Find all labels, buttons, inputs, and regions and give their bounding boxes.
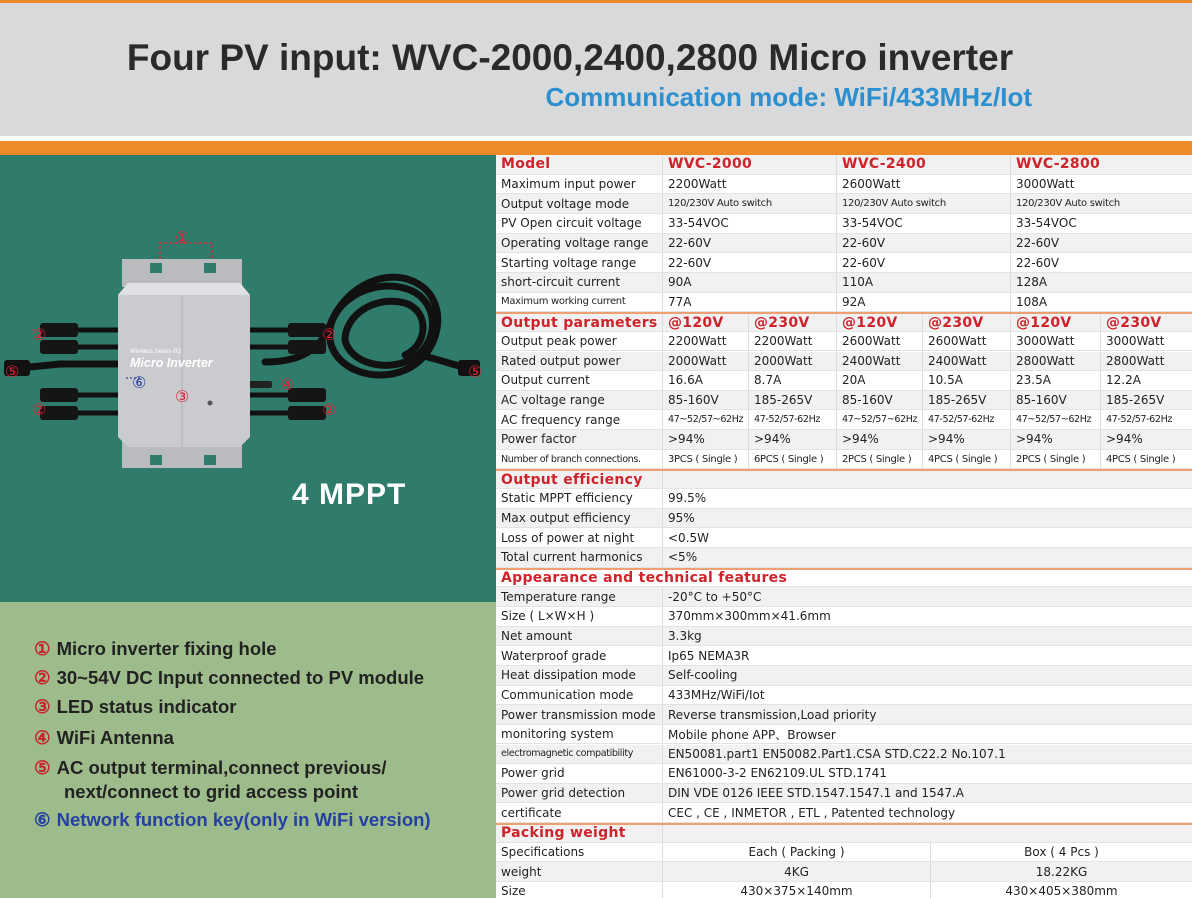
spec-value: 22-60V [836, 234, 1010, 253]
spec-label: Power grid [501, 766, 565, 781]
legend-item-1 [34, 637, 277, 661]
spec-value: 90A [662, 273, 836, 292]
efficiency-header-row [496, 469, 1192, 489]
legend-item-5-cont [64, 780, 358, 804]
spec-label: Loss of power at night [501, 530, 635, 545]
spec-row [496, 548, 1192, 568]
spec-row [496, 725, 1192, 745]
legend-text: AC output terminal,connect previous/ [56, 757, 387, 778]
legend-text: WiFi Antenna [56, 727, 174, 748]
spec-value: >94% [748, 430, 836, 449]
spec-label: PV Open circuit voltage [501, 216, 642, 231]
spec-value: 2200Watt [748, 332, 836, 351]
spec-value: 3.3kg [662, 627, 1192, 646]
legend-number: ⑥ [34, 809, 51, 830]
spec-value: Ip65 NEMA3R [662, 646, 1192, 665]
spec-row [496, 764, 1192, 784]
legend-text: Micro inverter fixing hole [56, 638, 277, 659]
spec-value: 4KG [662, 862, 930, 881]
spec-value: Box ( 4 Pcs ) [930, 843, 1192, 862]
spec-value: 4PCS ( Single ) [1100, 450, 1192, 469]
spec-value: 95% [662, 509, 1192, 528]
spec-label: Output current [501, 373, 590, 388]
spec-label: Size [501, 884, 526, 898]
spec-value [662, 471, 1192, 488]
spec-label: Heat dissipation mode [501, 668, 636, 683]
spec-value: 120/230V Auto switch [1010, 194, 1192, 213]
legend-number: ⑤ [34, 757, 51, 778]
spec-label: certificate [501, 805, 562, 820]
spec-row [496, 509, 1192, 529]
spec-row [496, 784, 1192, 804]
spec-label: Specifications [501, 845, 585, 860]
spec-value: Each ( Packing ) [662, 843, 930, 862]
marker-2-right-top: ② [322, 325, 337, 344]
legend-number: ③ [34, 696, 51, 717]
spec-value: 2600Watt [836, 332, 922, 351]
spec-value: 185-265V [748, 391, 836, 410]
spec-value: 185-265V [922, 391, 1010, 410]
spec-label: Total current harmonics [501, 550, 643, 565]
spec-value: 120/230V Auto switch [662, 194, 836, 213]
legend-text: LED status indicator [56, 696, 237, 717]
spec-label: Max output efficiency [501, 511, 631, 525]
spec-label: Temperature range [501, 589, 616, 604]
spec-value: 47~52/57~62Hz [1010, 410, 1100, 429]
spec-value: 77A [662, 293, 836, 312]
spec-value: 2600Watt [922, 332, 1010, 351]
spec-row [496, 489, 1192, 509]
legend-item-6 [34, 808, 431, 832]
spec-value: 22-60V [836, 253, 1010, 272]
output-header-row [496, 312, 1192, 332]
spec-value: 2800Watt [1100, 352, 1192, 371]
spec-value: 16.6A [662, 371, 748, 390]
spec-value: 2PCS ( Single ) [836, 450, 922, 469]
spec-value: @120V [1010, 314, 1100, 331]
spec-row [496, 332, 1192, 352]
spec-row [496, 175, 1192, 195]
spec-value: 2200Watt [662, 332, 748, 351]
marker-1: ① [175, 228, 190, 247]
spec-row [496, 862, 1192, 882]
spec-value: WVC-2400 [836, 155, 1010, 174]
spec-value: 47~52/57~62Hz [662, 410, 748, 429]
spec-row [496, 882, 1192, 898]
spec-value: >94% [662, 430, 748, 449]
spec-label: AC frequency range [501, 412, 621, 427]
spec-value: Mobile phone APP、Browser [662, 725, 1192, 744]
legend-item-4 [34, 726, 174, 750]
spec-value: 6PCS ( Single ) [748, 450, 836, 469]
spec-value: 85-160V [662, 391, 748, 410]
spec-value: 47-52/57-62Hz [922, 410, 1010, 429]
legend-text: 30~54V DC Input connected to PV module [56, 667, 425, 688]
spec-value: 430×375×140mm [662, 882, 930, 898]
spec-value: CEC , CE , INMETOR , ETL , Patented technology [662, 803, 1192, 822]
spec-value: @230V [922, 314, 1010, 331]
spec-value: 120/230V Auto switch [836, 194, 1010, 213]
orange-divider [0, 141, 1192, 155]
spec-value: 108A [1010, 293, 1192, 312]
spec-row [496, 234, 1192, 254]
header-band [0, 3, 1192, 136]
spec-value: 2PCS ( Single ) [1010, 450, 1100, 469]
spec-label: Rated output power [501, 353, 621, 368]
legend-item-2 [34, 666, 424, 690]
spec-value: Reverse transmission,Load priority [662, 705, 1192, 724]
marker-5-right: ⑤ [468, 362, 483, 381]
spec-value: 2600Watt [836, 175, 1010, 194]
spec-value: 128A [1010, 273, 1192, 292]
spec-value: 2400Watt [922, 352, 1010, 371]
spec-label: Output parameters [501, 314, 658, 331]
spec-label: Communication mode [501, 687, 634, 702]
spec-row [496, 214, 1192, 234]
spec-value: 47-52/57-62Hz [1100, 410, 1192, 429]
spec-value: 33-54VOC [1010, 214, 1192, 233]
spec-row [496, 803, 1192, 823]
spec-row [496, 686, 1192, 706]
marker-2-left-top: ② [32, 325, 47, 344]
marker-4: ④ [280, 375, 295, 394]
spec-row [496, 666, 1192, 686]
spec-row [496, 371, 1192, 391]
legend-number: ② [34, 667, 51, 688]
spec-label: weight [501, 864, 542, 879]
spec-row [496, 627, 1192, 647]
spec-label: short-circuit current [501, 275, 621, 290]
spec-label: Power transmission mode [501, 707, 656, 722]
spec-value: >94% [1010, 430, 1100, 449]
spec-value: 2400Watt [836, 352, 922, 371]
spec-value: 3000Watt [1010, 175, 1192, 194]
spec-label: Static MPPT efficiency [501, 491, 633, 506]
spec-label: Net amount [501, 628, 573, 643]
spec-row [496, 607, 1192, 627]
spec-value: >94% [1100, 430, 1192, 449]
spec-label: monitoring system [501, 727, 614, 742]
spec-value: 4PCS ( Single ) [922, 450, 1010, 469]
spec-value: >94% [922, 430, 1010, 449]
product-photo-panel [0, 155, 496, 602]
spec-value: 2200Watt [662, 175, 836, 194]
spec-label: electromagnetic compatibility [501, 748, 633, 760]
spec-value: <0.5W [662, 528, 1192, 547]
spec-label: Starting voltage range [501, 255, 637, 270]
spec-value: 430×405×380mm [930, 882, 1192, 898]
marker-3: ③ [175, 387, 190, 406]
spec-value: @120V [662, 314, 748, 331]
spec-value: 23.5A [1010, 371, 1100, 390]
spec-row [496, 430, 1192, 450]
spec-value: 3PCS ( Single ) [662, 450, 748, 469]
spec-row [496, 450, 1192, 470]
spec-label: Power grid detection [501, 786, 626, 801]
spec-value: EN50081.part1 EN50082.Part1.CSA STD.C22.2 No.107.1 [662, 745, 1192, 764]
spec-value: 8.7A [748, 371, 836, 390]
legend-text: next/connect to grid access point [64, 781, 359, 802]
spec-row [496, 194, 1192, 214]
spec-value: 18.22KG [930, 862, 1192, 881]
spec-label: Output voltage mode [501, 196, 630, 211]
spec-row [496, 843, 1192, 863]
spec-label: Output peak power [501, 334, 617, 349]
spec-row [496, 293, 1192, 313]
spec-label: Number of branch connections. [501, 453, 641, 465]
spec-value: >94% [836, 430, 922, 449]
spec-label: Maximum input power [501, 176, 636, 191]
legend-item-5 [34, 756, 387, 780]
legend-number: ④ [34, 727, 51, 748]
spec-value: 12.2A [1100, 371, 1192, 390]
marker-2-left-bottom: ② [32, 400, 47, 419]
device-series-label: Wireless Series-R2 [130, 349, 182, 355]
spec-label: Packing weight [501, 825, 626, 842]
spec-label: AC voltage range [501, 393, 605, 408]
legend-text: Network function key(only in WiFi version) [56, 809, 431, 830]
spec-value: 2000Watt [748, 352, 836, 371]
spec-value: 370mm×300mm×41.6mm [662, 607, 1192, 626]
spec-value: 33-54VOC [662, 214, 836, 233]
spec-value: WVC-2000 [662, 155, 836, 174]
spec-row [496, 253, 1192, 273]
spec-value: 22-60V [662, 253, 836, 272]
spec-row [496, 410, 1192, 430]
spec-value: 433MHz/WiFi/Iot [662, 686, 1192, 705]
marker-5-left: ⑤ [5, 362, 20, 381]
spec-value: DIN VDE 0126 IEEE STD.1547.1547.1 and 1547.A [662, 784, 1192, 803]
spec-row [496, 352, 1192, 372]
spec-label: Size ( L×W×H ) [501, 609, 595, 624]
spec-table [496, 155, 1192, 898]
appearance-header-row [496, 568, 1192, 588]
spec-value: @230V [1100, 314, 1192, 331]
spec-value: 10.5A [922, 371, 1010, 390]
spec-row [496, 273, 1192, 293]
spec-label: Waterproof grade [501, 648, 607, 663]
spec-value: 85-160V [1010, 391, 1100, 410]
spec-row [496, 528, 1192, 548]
spec-label: Appearance and technical features [501, 569, 788, 586]
spec-label: Output efficiency [501, 471, 643, 488]
model-header-row [496, 155, 1192, 175]
spec-value: -20°C to +50°C [662, 587, 1192, 606]
legend-number: ① [34, 638, 51, 659]
spec-label: Maximum working current [501, 296, 626, 308]
spec-value: 185-265V [1100, 391, 1192, 410]
device-brand-label: Micro Inverter [130, 356, 213, 370]
spec-row [496, 646, 1192, 666]
spec-value: <5% [662, 548, 1192, 567]
spec-value: 20A [836, 371, 922, 390]
spec-row [496, 391, 1192, 411]
spec-value: 92A [836, 293, 1010, 312]
spec-value: 22-60V [1010, 253, 1192, 272]
spec-value: 3000Watt [1010, 332, 1100, 351]
spec-value: 47-52/57-62Hz [748, 410, 836, 429]
spec-label: Power factor [501, 432, 577, 447]
marker-6: ⑥ [132, 373, 147, 392]
spec-value [662, 825, 1192, 842]
spec-value: 3000Watt [1100, 332, 1192, 351]
spec-value: 110A [836, 273, 1010, 292]
spec-row [496, 705, 1192, 725]
page-subtitle: Communication mode: WiFi/433MHz/Iot [545, 82, 1032, 112]
page-title: Four PV input: WVC-2000,2400,2800 Micro inverter [126, 37, 1014, 78]
spec-value: Self-cooling [662, 666, 1192, 685]
spec-value: 22-60V [1010, 234, 1192, 253]
spec-value: 85-160V [836, 391, 922, 410]
legend-item-3 [34, 695, 236, 719]
micro-inverter-illustration [0, 155, 496, 602]
spec-row [496, 745, 1192, 765]
spec-row [496, 587, 1192, 607]
spec-value: WVC-2800 [1010, 155, 1192, 174]
spec-label: Operating voltage range [501, 235, 649, 250]
spec-value: 2800Watt [1010, 352, 1100, 371]
packing-header-row [496, 823, 1192, 843]
spec-value: @120V [836, 314, 922, 331]
marker-2-right-bottom: ② [322, 400, 337, 419]
spec-value: 33-54VOC [836, 214, 1010, 233]
spec-value: 99.5% [662, 489, 1192, 508]
spec-value: @230V [748, 314, 836, 331]
spec-value: 22-60V [662, 234, 836, 253]
spec-value: 2000Watt [662, 352, 748, 371]
mppt-label: 4 MPPT [292, 478, 407, 511]
spec-label: Model [501, 156, 551, 173]
spec-value: EN61000-3-2 EN62109.UL STD.1741 [662, 764, 1192, 783]
spec-value: 47~52/57~62Hz [836, 410, 922, 429]
